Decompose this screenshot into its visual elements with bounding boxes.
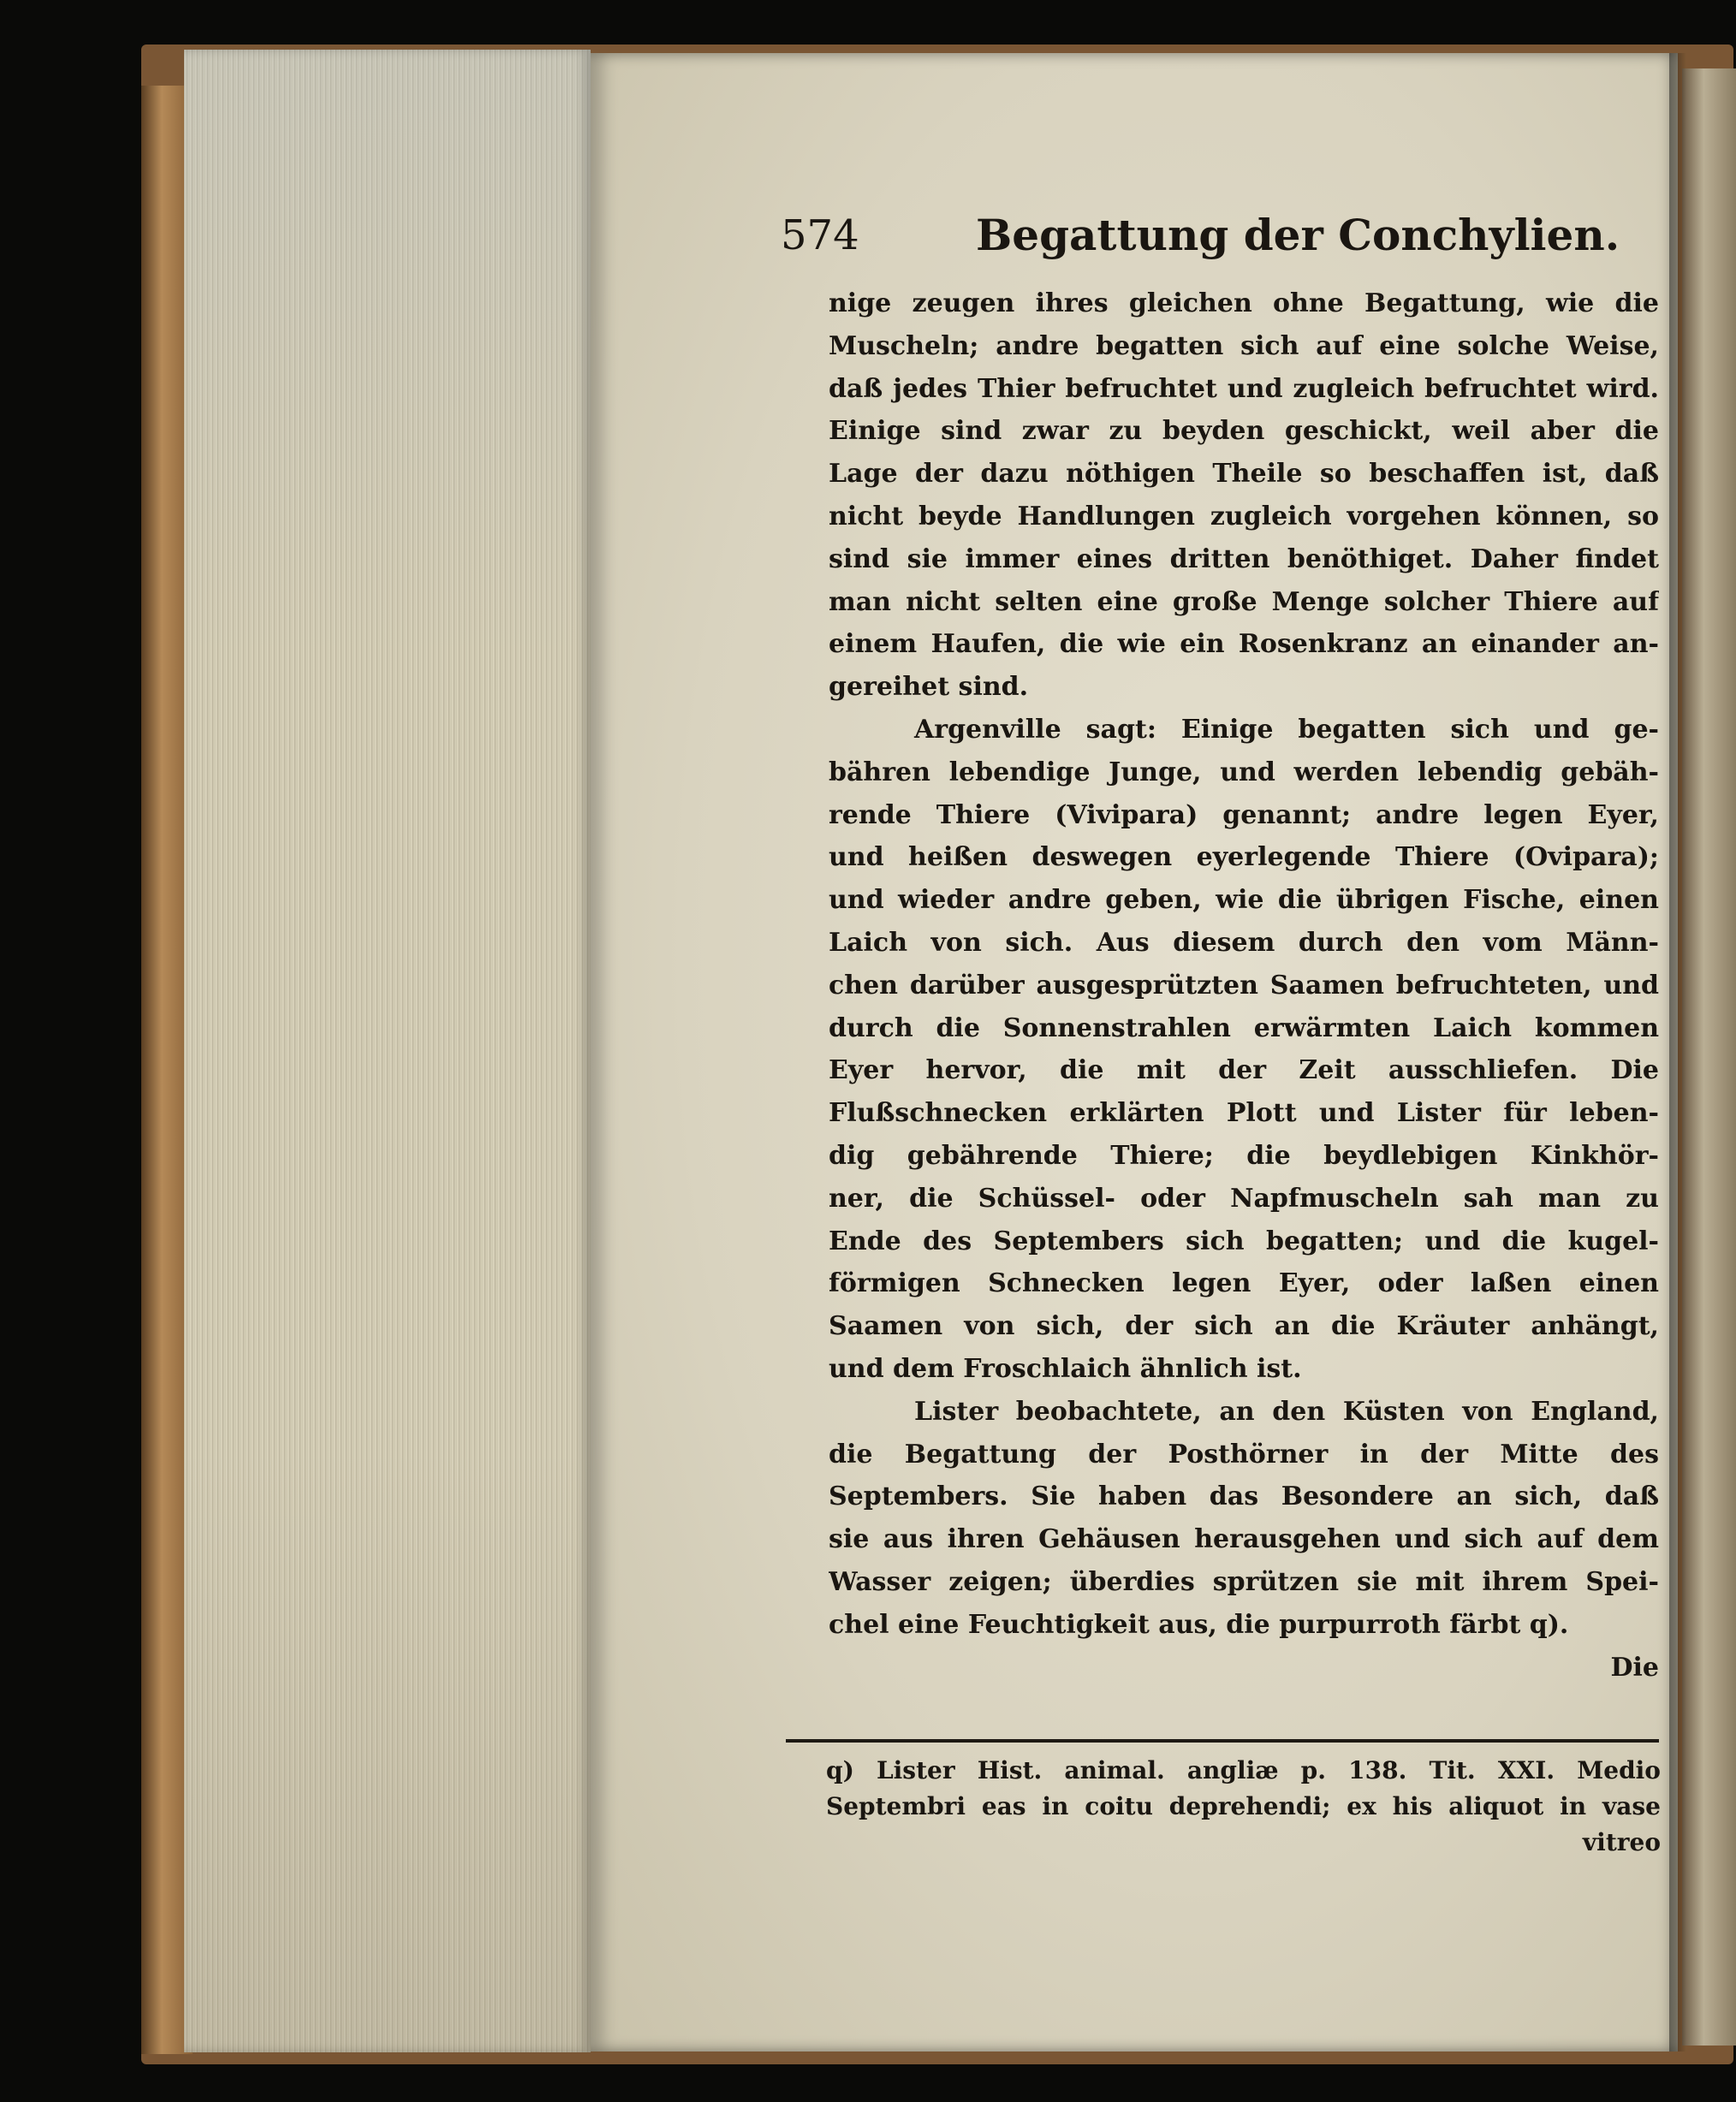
- footnote: [826, 1753, 1661, 1861]
- page-edges-stack: [184, 50, 591, 2052]
- text-line: rende Thiere (Vivipara) genannt; andre legen Eyer,: [829, 799, 1659, 830]
- text-line: ner, die Schüssel- oder Napfmuscheln sah man zu: [829, 1183, 1659, 1214]
- footnote-line: Septembri eas in coitu deprehendi; ex his aliquot in vase: [826, 1792, 1661, 1820]
- text-line: durch die Sonnenstrahlen erwärmten Laich kommen: [829, 1012, 1659, 1043]
- footnote-catchword: vitreo: [1582, 1828, 1661, 1856]
- footnote-line: q) Lister Hist. animal. angliæ p. 138. Tit. XXI. Medio: [826, 1756, 1661, 1784]
- text-line: und heißen deswegen eyerlegende Thiere (Ovipara);: [829, 842, 1659, 873]
- body-text: [829, 282, 1659, 1689]
- footnote-rule: [786, 1739, 1659, 1743]
- text-line: förmigen Schnecken legen Eyer, oder laßen einen: [829, 1268, 1659, 1299]
- text-line: die Begattung der Posthörner in der Mitte des: [829, 1439, 1659, 1470]
- text-line: Muscheln; andre begatten sich auf eine solche Weise,: [829, 330, 1659, 361]
- text-line: Eyer hervor, die mit der Zeit ausschliefen. Die: [829, 1055, 1659, 1086]
- text-line: Saamen von sich, der sich an die Kräuter anhängt,: [829, 1311, 1659, 1342]
- text-line: Wasser zeigen; überdies sprützen sie mit ihrem Spei-: [829, 1566, 1659, 1597]
- page-number: 574: [781, 211, 859, 259]
- facing-page-edge: [1682, 68, 1736, 2046]
- text-line: Laich von sich. Aus diesem durch den vom Männ-: [829, 927, 1659, 958]
- text-line: sie aus ihren Gehäusen herausgehen und sich auf dem: [829, 1524, 1659, 1555]
- text-line: dig gebährende Thiere; die beydlebigen Kinkhör-: [829, 1140, 1659, 1171]
- text-line: chen darüber ausgesprützten Saamen befruchteten, und: [829, 970, 1659, 1001]
- text-line: chel eine Feuchtigkeit aus, die purpurroth färbt q).: [829, 1609, 1569, 1640]
- text-line: Argenville sagt: Einige begatten sich und ge-: [914, 714, 1659, 745]
- page-header: [781, 205, 1671, 265]
- text-line: man nicht selten eine große Menge solcher Thiere auf: [829, 586, 1659, 617]
- text-line: Flußschnecken erklärten Plott und Lister für leben-: [829, 1098, 1659, 1129]
- text-line: daß jedes Thier befruchtet und zugleich befruchtet wird.: [829, 373, 1659, 404]
- text-line: einem Haufen, die wie ein Rosenkranz an einander an-: [829, 629, 1659, 660]
- text-line: Einige sind zwar zu beyden geschickt, weil aber die: [829, 416, 1659, 447]
- text-line: sind sie immer eines dritten benöthiget. Daher findet: [829, 543, 1659, 574]
- gutter-shadow: [1669, 53, 1686, 2052]
- text-line: nicht beyde Handlungen zugleich vorgehen können, so: [829, 501, 1659, 531]
- text-line: gereihet sind.: [829, 672, 1029, 703]
- running-title: Begattung der Conchylien.: [976, 210, 1620, 260]
- text-line: nige zeugen ihres gleichen ohne Begattung, wie die: [829, 288, 1659, 318]
- text-line: bähren lebendige Junge, und werden lebendig gebäh-: [829, 757, 1659, 787]
- text-line: und dem Froschlaich ähnlich ist.: [829, 1353, 1302, 1384]
- text-line: Ende des Septembers sich begatten; und die kugel-: [829, 1226, 1659, 1256]
- catchword: Die: [1610, 1652, 1659, 1683]
- text-line: Lage der dazu nöthigen Theile so beschaffen ist, daß: [829, 459, 1659, 490]
- text-line: und wieder andre geben, wie die übrigen Fische, einen: [829, 885, 1659, 916]
- text-line: Septembers. Sie haben das Besondere an sich, daß: [829, 1481, 1659, 1512]
- text-line: Lister beobachtete, an den Küsten von England,: [914, 1396, 1659, 1427]
